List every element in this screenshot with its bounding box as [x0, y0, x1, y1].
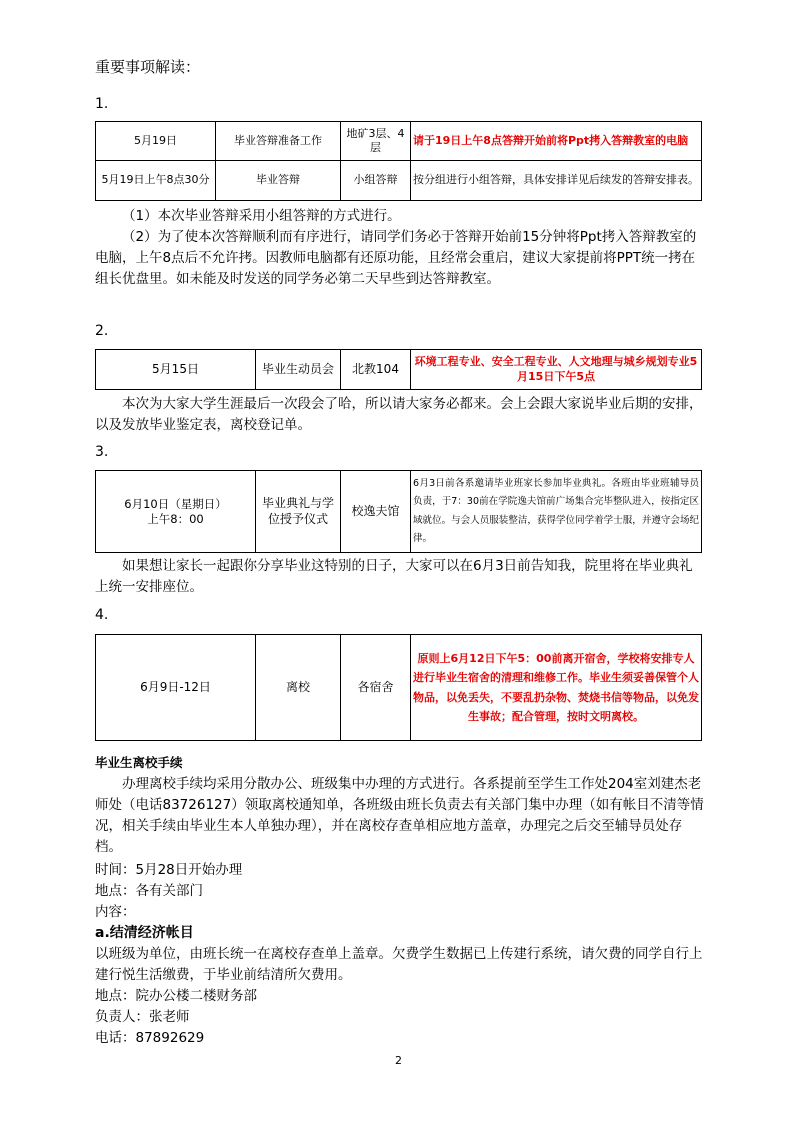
item-a-phone: 电话：87892629	[95, 1030, 205, 1046]
item-a-place: 地点：院办公楼二楼财务部	[95, 988, 257, 1004]
section-1-notes	[95, 206, 705, 290]
table-cell: 原则上6月12日下午5：00前离开宿舍，学校将安排专人进行毕业生宿舍的清理和维修工作。毕业生须妥善保管个人物品，以免丢失，不要乱扔杂物、焚烧书信等物品，以免发生事故；配合管理，按时文明离校。	[411, 635, 702, 741]
section-3-number: 3.	[95, 444, 109, 460]
intro-paragraph: 办理离校手续均采用分散办公、班级集中办理的方式进行。各系提前至学生工作处204室刘建杰老师处（电话83726127）领取离校通知单，各班级由班长负责去有关部门集中办理（如有帐目不清等情况，相关手续由毕业生本人单独办理），并在离校存查单相应地方盖章，办理完之后交至辅导员处存档。	[95, 776, 704, 855]
table-cell: 按分组进行小组答辩，具体安排详见后续发的答辩安排表。	[411, 161, 702, 201]
table-row	[96, 471, 702, 553]
note-paragraph: 如果想让家长一起跟你分享毕业这特别的日子，大家可以在6月3日前告知我，院里将在毕业典礼上统一安排座位。	[95, 558, 693, 595]
section-4-number: 4.	[95, 607, 109, 623]
table-row	[96, 635, 702, 741]
section-1-table	[95, 121, 702, 201]
table-cell: 小组答辩	[341, 161, 411, 201]
section-3-table	[95, 470, 702, 553]
section-2-table	[95, 349, 702, 390]
section-2-number: 2.	[95, 323, 109, 339]
table-cell: 毕业典礼与学位授予仪式	[256, 471, 341, 553]
departure-time: 时间：5月28日开始办理	[95, 862, 243, 878]
table-cell: 毕业答辩	[216, 161, 341, 201]
table-cell: 环境工程专业、安全工程专业、人文地理与城乡规划专业5月15日下午5点	[411, 350, 702, 390]
table-row	[96, 350, 702, 390]
departure-content-label: 内容：	[95, 904, 136, 920]
table-cell: 校逸夫馆	[341, 471, 411, 553]
table-cell: 5月15日	[96, 350, 256, 390]
departure-intro	[95, 774, 705, 858]
item-a-person: 负责人：张老师	[95, 1009, 190, 1025]
table-cell: 毕业生动员会	[256, 350, 341, 390]
table-row	[96, 161, 702, 201]
departure-title: 毕业生离校手续	[95, 755, 183, 770]
table-cell: 5月19日上午8点30分	[96, 161, 216, 201]
table-row	[96, 122, 702, 161]
note-paragraph: 本次为大家大学生涯最后一次段会了哈，所以请大家务必都来。会上会跟大家说毕业后期的安排，以及发放毕业鉴定表，离校登记单。	[95, 396, 703, 433]
table-cell: 离校	[256, 635, 341, 741]
table-cell: 6月3日前各系邀请毕业班家长参加毕业典礼。各班由毕业班辅导员负责，于7：30前在学院逸夫馆前广场集合完毕整队进入，按指定区域就位。与会人员服装整洁，获得学位同学着学士服，并遵守会场纪律。	[411, 471, 702, 553]
table-cell: 各宿舍	[341, 635, 411, 741]
table-cell: 毕业答辩准备工作	[216, 122, 341, 161]
section-2-notes	[95, 394, 705, 436]
page-number: 2	[395, 1054, 402, 1067]
note-paragraph: （1）本次毕业答辩采用小组答辩的方式进行。	[122, 208, 401, 224]
table-cell: 5月19日	[96, 122, 216, 161]
table-cell: 6月10日（星期日） 上午8：00	[96, 471, 256, 553]
section-4-table	[95, 634, 702, 741]
item-a-title: a.结清经济帐目	[95, 925, 194, 941]
note-paragraph: （2）为了使本次答辩顺利而有序进行，请同学们务必于答辩开始前15分钟将Ppt拷入答辩教室的电脑，上午8点后不允许拷。因教师电脑都有还原功能，且经常会重启，建议大家提前将PPT统一拷在组长优盘里。如未能及时发送的同学务必第二天早些到达答辩教室。	[95, 229, 697, 287]
section-3-notes	[95, 556, 705, 598]
table-cell: 地矿3层、4层	[341, 122, 411, 161]
departure-place: 地点：各有关部门	[95, 883, 203, 899]
table-cell: 请于19日上午8点答辩开始前将Ppt拷入答辩教室的电脑	[411, 122, 702, 161]
section-1-number: 1.	[95, 96, 109, 112]
item-a-text: 以班级为单位，由班长统一在离校存查单上盖章。欠费学生数据已上传建行系统，请欠费的同学自行上建行悦生活缴费，于毕业前结清所欠费用。	[95, 946, 703, 983]
table-cell: 北教104	[341, 350, 411, 390]
table-cell: 6月9日-12日	[96, 635, 256, 741]
page-heading: 重要事项解读：	[95, 58, 201, 76]
